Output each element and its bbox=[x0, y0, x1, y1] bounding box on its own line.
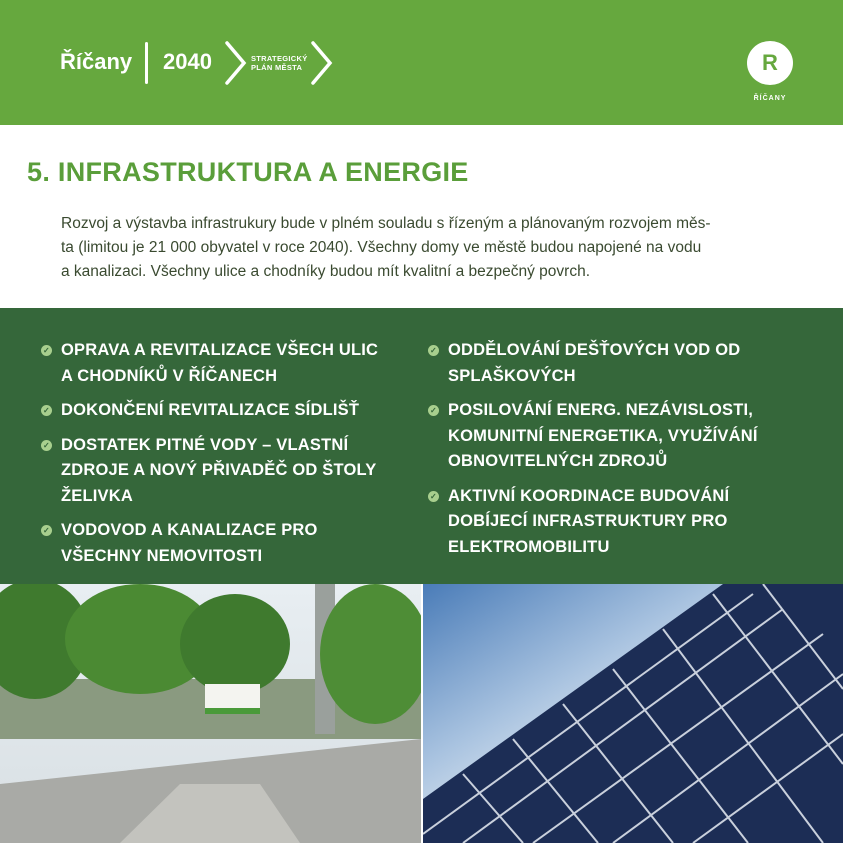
brand-name: Říčany bbox=[60, 49, 133, 74]
check-circle-icon: ✓ bbox=[428, 491, 439, 502]
goal-text: DOBÍJECÍ INFRASTRUKTURY PRO bbox=[448, 512, 728, 530]
goal-text: DOKONČENÍ REVITALIZACE SÍDLIŠŤ bbox=[61, 401, 360, 419]
goal-item bbox=[428, 338, 758, 389]
goals-right-column bbox=[428, 338, 758, 569]
goal-item bbox=[428, 398, 758, 475]
plan-year: 2040 bbox=[163, 49, 212, 74]
goal-item bbox=[428, 484, 758, 561]
goal-item bbox=[41, 338, 378, 389]
goal-text: OPRAVA A REVITALIZACE VŠECH ULIC bbox=[61, 341, 379, 359]
check-circle-icon: ✓ bbox=[428, 405, 439, 416]
goal-text: VŠECHNY NEMOVITOSTI bbox=[61, 546, 263, 565]
street-visualization-image bbox=[0, 584, 421, 843]
check-circle-icon: ✓ bbox=[41, 345, 52, 356]
city-logo: R bbox=[747, 41, 793, 85]
chevron-right-icon bbox=[308, 40, 338, 86]
goal-text: POSILOVÁNÍ ENERG. NEZÁVISLOSTI, bbox=[448, 401, 754, 419]
goal-text: ZDROJE A NOVÝ PŘIVADĚČ OD ŠTOLY bbox=[61, 461, 377, 479]
goal-text: ŽELIVKA bbox=[61, 486, 133, 505]
goal-text: VODOVOD A KANALIZACE PRO bbox=[61, 521, 318, 539]
goal-item bbox=[41, 433, 378, 510]
goals-panel bbox=[0, 308, 843, 584]
goal-text: DOSTATEK PITNÉ VODY – VLASTNÍ bbox=[61, 435, 349, 454]
goal-text: OBNOVITELNÝCH ZDROJŮ bbox=[448, 452, 668, 470]
check-circle-icon: ✓ bbox=[428, 345, 439, 356]
goal-text: SPLAŠKOVÝCH bbox=[448, 366, 576, 385]
divider bbox=[145, 42, 148, 84]
chevron-right-icon bbox=[222, 40, 252, 86]
check-circle-icon: ✓ bbox=[41, 525, 52, 536]
solar-panels-image bbox=[423, 584, 843, 843]
section-title: 5. INFRASTRUKTURA A ENERGIE bbox=[27, 157, 469, 187]
goal-text: A CHODNÍKŮ V ŘÍČANECH bbox=[61, 366, 278, 385]
header bbox=[0, 0, 843, 125]
goal-text: AKTIVNÍ KOORDINACE BUDOVÁNÍ bbox=[448, 486, 730, 505]
goal-text: ELEKTROMOBILITU bbox=[448, 537, 610, 556]
goal-item bbox=[41, 398, 378, 424]
logo-caption: ŘÍČANY bbox=[753, 95, 787, 102]
goal-text: ODDĚLOVÁNÍ DEŠŤOVÝCH VOD OD bbox=[448, 341, 741, 359]
plan-subtitle: STRATEGICKÝ PLÁN MĚSTA bbox=[251, 54, 308, 72]
goal-item bbox=[41, 518, 378, 569]
check-circle-icon: ✓ bbox=[41, 405, 52, 416]
check-circle-icon: ✓ bbox=[41, 440, 52, 451]
goal-text: KOMUNITNÍ ENERGETIKA, VYUŽÍVÁNÍ bbox=[448, 426, 758, 445]
goals-left-column bbox=[41, 338, 378, 578]
intro-paragraph: Rozvoj a výstavba infrastrukury bude v plném souladu s řízeným a plánovaným rozvojem měs- ta (limitou je 21 000 obyvatel v roce 2040). Všechny domy ve městě budou napojené na vodu a kanalizaci. Všechny ulice a chodníky budou mít kvalitní a bezpečný povrch. bbox=[61, 215, 711, 280]
